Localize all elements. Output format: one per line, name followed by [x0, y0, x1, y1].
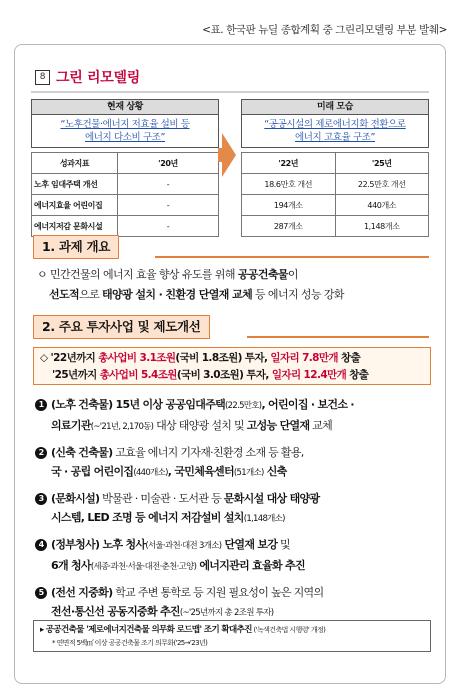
table-row: 노후 임대주택 개선 - — [32, 174, 219, 195]
table-row: 287개소 1,148개소 — [242, 216, 429, 237]
investment-items-list — [35, 395, 437, 629]
investment-goal-box: ◇ '22년까지 총사업비 3.1조원(국비 1.8조원) 투자, 일자리 7.8만개 창출 '25년까지 총사업비 5.4조원(국비 3.0조원) 투자, 일자리 12.4만개 창출 — [33, 347, 431, 385]
current-status-table — [31, 152, 219, 237]
table-row: 194개소 440개소 — [242, 195, 429, 216]
list-item: 5 (전선 지중화) 학교 주변 통학로 등 지원 필요성이 높은 지역의 전선·통신선 공동지중화 추진(~'25년까지 총 2조원 투자) — [35, 583, 437, 623]
section-2-underline — [247, 336, 429, 338]
transition-arrow-icon — [222, 133, 236, 177]
title-divider — [31, 91, 429, 93]
table-header-year: '20년 — [118, 153, 219, 174]
table-row: 에너지저감 문화시설 - — [32, 216, 219, 237]
current-status-panel — [31, 99, 219, 237]
section-2-heading: 2. 주요 투자사업 및 제도개선 — [33, 315, 210, 339]
table-header-2025: '25년 — [335, 153, 429, 174]
future-vision-panel — [241, 99, 429, 237]
section-1-body: ㅇ 민간건물의 에너지 효율 향상 유도를 위해 공공건축물이 선도적으로 태양광 설치 · 친환경 단열재 교체 등 에너지 성능 강화 — [37, 268, 344, 301]
future-vision-header: 미래 모습 — [241, 99, 429, 115]
section-number-box: 8 — [35, 70, 50, 85]
table-row: 18.6만호 개선 22.5만호 개선 — [242, 174, 429, 195]
table-header-2022: '22년 — [242, 153, 336, 174]
section-title — [35, 67, 140, 87]
list-item: 1 (노후 건축물) 15년 이상 공공임대주택(22.5만호), 어린이집 · 보건소 · 의료기관(~'21년, 2,170동) 대상 태양광 설치 및 고성능 단열재 교체 — [35, 395, 437, 437]
policy-note-box: ▸ 공공건축물 '제로에너지건축물 의무화 로드맵' 조기 확대추진 ('녹색건축법 시행령' 개정) * 연면적 5백㎡ 이상 공공건축물 조기 의무화('25→'23년) — [33, 620, 431, 652]
list-item: 2 (신축 건축물) 고효율 에너지 기자재·친환경 소재 등 활용, 국 · 공립 어린이집(440개소), 국민체육센터(51개소) 신축 — [35, 443, 437, 483]
current-status-header: 현재 상황 — [31, 99, 219, 115]
current-status-subtitle: “노후건물·에너지 저효율 설비 등 에너지 다소비 구조” — [31, 115, 219, 148]
future-vision-table — [241, 152, 429, 237]
document-card — [14, 44, 446, 684]
table-row: 에너지효율 어린이집 - — [32, 195, 219, 216]
section-1-heading: 1. 과제 개요 — [33, 235, 119, 259]
table-header-indicator: 성과지표 — [32, 153, 118, 174]
section-1-underline — [155, 256, 429, 258]
list-item: 4 (정부청사) 노후 청사(서울·과천·대전 3개소) 단열재 보강 및 6개 청사(세종·과천·서울·대전·춘천·고양) 에너지관리 효율화 추진 — [35, 535, 437, 577]
section-title-text: 그린 리모델링 — [56, 70, 140, 86]
source-caption: <표. 한국판 뉴딜 종합계획 중 그린리모델링 부분 발췌> — [202, 24, 447, 36]
list-item: 3 (문화시설) 박물관 · 미술관 · 도서관 등 문화시설 대상 태양광 시스템, LED 조명 등 에너지 저감설비 설치(1,148개소) — [35, 489, 437, 529]
future-vision-subtitle: “공공시설의 제로에너지화 전환으로 에너지 고효율 구조” — [241, 115, 429, 148]
